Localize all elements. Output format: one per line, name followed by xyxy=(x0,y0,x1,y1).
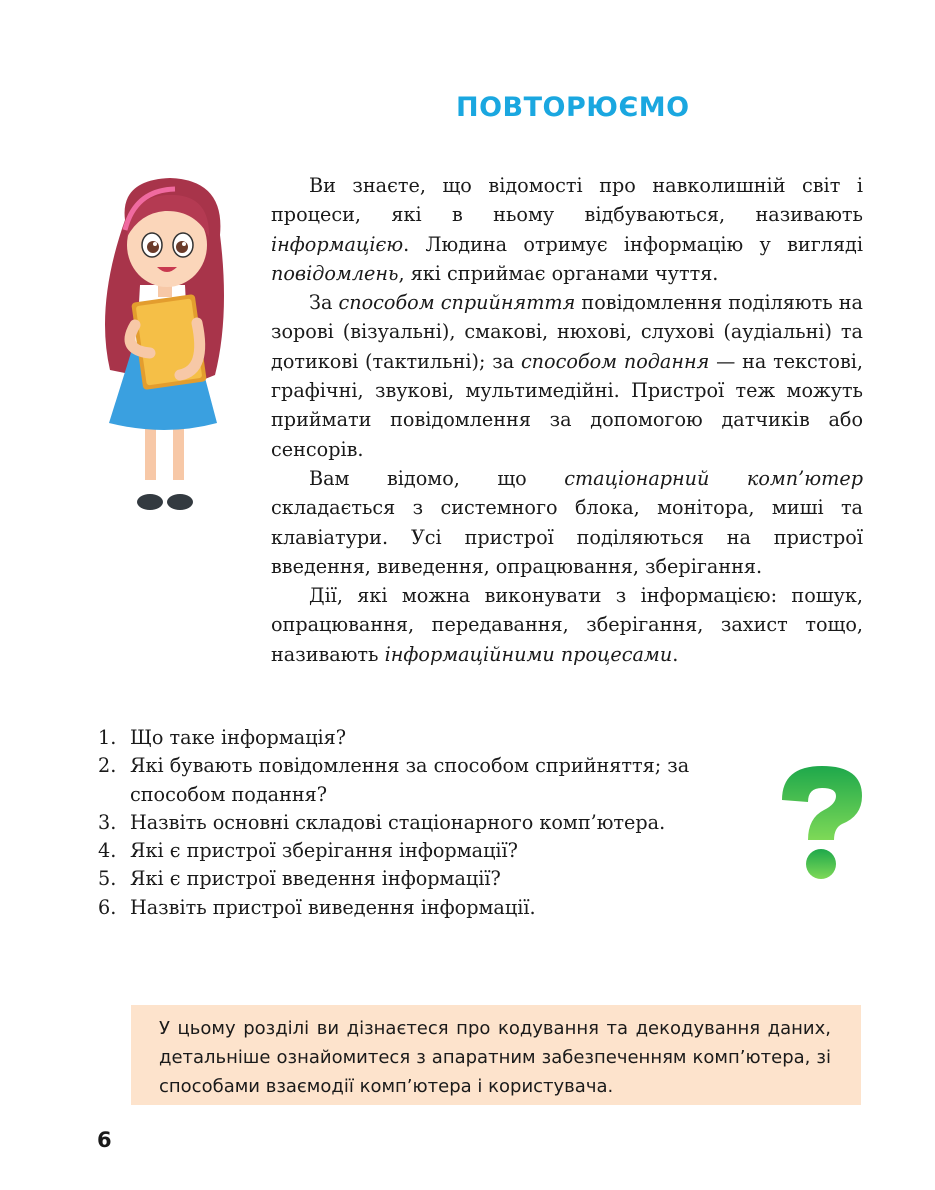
list-item: 1. Що таке інформація? xyxy=(98,726,347,749)
list-item: 4. Які є пристрої зберігання інформації? xyxy=(98,839,518,863)
intro-paragraph-4: Дії, які можна виконувати з інформацією: пошук, опрацювання, передавання, зберігання, захист тощо, називають інформаційними процесами. xyxy=(271,584,863,666)
intro-paragraph-1: Ви знаєте, що відомості про навколишній світ і процеси, які в ньому відбуваються, називають інформацією. Людина отримує інформацію у вигляді повідомлень, які сприймає органами чуття. xyxy=(271,174,863,285)
question-mark-icon xyxy=(778,764,866,882)
list-item: 6. Назвіть пристрої виведення інформації. xyxy=(98,895,536,919)
intro-paragraph-2: За способом сприйняття повідомлення поділяють на зорові (візуальні), смакові, нюхові, слухові (аудіальні) та дотикові (тактильні); за способом подання — на текстові, графічні, звукові, мультимедійні. Пристрої теж можуть приймати повідомлення за допомогою датчиків або сенсорів. xyxy=(271,291,863,461)
list-item: 5. Які є пристрої введення інформації? xyxy=(98,867,501,891)
section-heading: ПОВТОРЮЄМО xyxy=(456,92,690,123)
page-number: 6 xyxy=(97,1128,112,1152)
questions-list xyxy=(98,724,768,922)
list-item: 2. Які бувають повідомлення за способом сприйняття; за способом подання? xyxy=(98,754,690,806)
chapter-note-box xyxy=(131,1005,861,1105)
list-item: 3. Назвіть основні складові стаціонарного комп’ютера. xyxy=(98,810,666,834)
chapter-note-text: У цьому розділі ви дізнаєтеся про кодування та декодування даних, детальніше ознайомитеся з апаратним забезпеченням комп’ютера, зі способами взаємодії комп’ютера і користувача. xyxy=(159,1018,831,1097)
intro-text xyxy=(271,171,863,669)
girl-with-book-illustration xyxy=(95,175,235,520)
intro-paragraph-3: Вам відомо, що стаціонарний комп’ютер складається з системного блока, монітора, миші та клавіатури. Усі пристрої поділяються на пристрої введення, виведення, опрацювання, зберігання. xyxy=(271,466,863,578)
